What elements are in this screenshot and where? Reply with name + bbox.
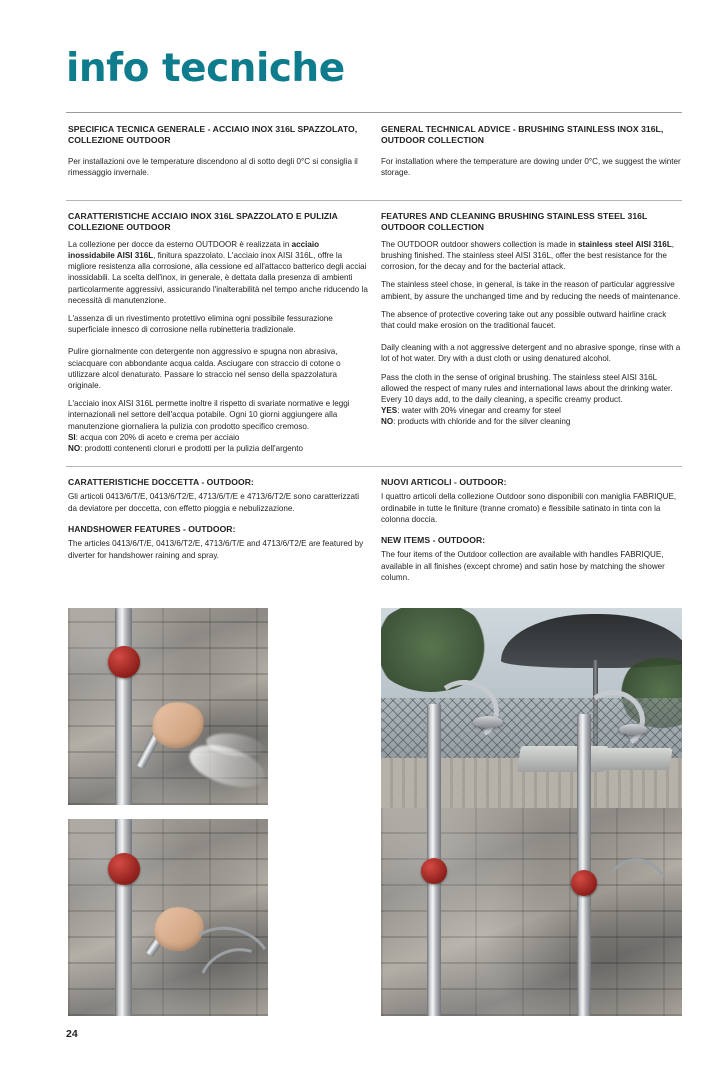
red-valve-handle-icon bbox=[108, 853, 140, 885]
section-2-left-heading: CARATTERISTICHE ACCIAIO INOX 316L SPAZZOLATO E PULIZIA COLLEZIONE OUTDOOR bbox=[68, 211, 338, 233]
s2l-yes-text: : acqua con 20% di aceto e crema per acciaio bbox=[75, 432, 240, 442]
s2l-no-text: : prodotti contenenti cloruri e prodotti per la pulizia dell'argento bbox=[80, 444, 304, 454]
section-2-right-heading: FEATURES AND CLEANING BRUSHING STAINLESS STEEL 316L OUTDOOR COLLECTION bbox=[381, 211, 648, 233]
page-title: info tecniche bbox=[66, 46, 345, 91]
section-4-right-heading: NEW ITEMS - OUTDOOR: bbox=[381, 535, 486, 545]
red-valve-handle-right-icon bbox=[571, 870, 597, 896]
s2l-p1-bold: acciaio inossidabile AISI 316L bbox=[68, 239, 320, 261]
red-valve-handle-icon bbox=[108, 646, 140, 678]
section-4-left-body: The articles 0413/6/T/E, 0413/6/T2/E, 4713/6/T/E and 4713/6/T2/E are featured by diverter for handshower raining and spray. bbox=[68, 539, 364, 560]
s2r-yes-label: YES bbox=[381, 406, 398, 416]
section-3-right bbox=[381, 477, 681, 525]
divider-section-2 bbox=[66, 200, 682, 201]
s2r-no-label: NO bbox=[381, 417, 394, 427]
section-4-right-body: The four items of the Outdoor collection are available with handles FABRIQUE, available in all finishes (except chrome) and satin hose by matching the shower column. bbox=[381, 550, 665, 582]
section-1-right bbox=[381, 124, 681, 178]
page-number: 24 bbox=[66, 1028, 78, 1040]
section-2-left-p3: Pulire giornalmente con detergente non aggressivo e spugna non abrasiva, sciacquare con abbondante acqua calda. Asciugare con straccio di cotone o utilizzare alcol denaturato. Passare lo straccio nel senso della spazzolatura originale. bbox=[68, 347, 341, 391]
section-2-left-p2: L'assenza di un rivestimento protettivo elimina ogni possibile fessurazione superficiale innesco di corrosione nella rubinetteria tradizionale. bbox=[68, 314, 333, 335]
divider-top bbox=[66, 112, 682, 113]
s2r-p1-bold: stainless steel AISI 316L bbox=[578, 239, 672, 249]
section-3-left bbox=[68, 477, 368, 514]
divider-section-3 bbox=[66, 466, 682, 467]
section-1-left bbox=[68, 124, 368, 178]
section-2-right-p3: The absence of protective covering take out any possible outward hairline crack that could make erosion on the traditional faucet. bbox=[381, 309, 667, 331]
section-2-right-p5: Pass the cloth in the sense of original brushing. The stainless steel AISI 316L allowed the respect of many rules and international laws about the drinking water. Every 10 days add, to the daily cleaning, a specific creamy product. bbox=[381, 372, 673, 405]
section-3-right-heading: NUOVI ARTICOLI - OUTDOOR: bbox=[381, 477, 507, 487]
section-2-right bbox=[381, 211, 681, 428]
section-1-left-heading: SPECIFICA TECNICA GENERALE - ACCIAIO INOX 316L SPAZZOLATO, COLLEZIONE OUTDOOR bbox=[68, 124, 358, 146]
section-1-left-body: Per installazioni ove le temperature discendono al di sotto degli 0°C si consiglia il rimessaggio invernale. bbox=[68, 156, 358, 178]
section-2-left-p4: L'acciaio inox AISI 316L permette inoltre il rispetto di svariate normative e leggi internazionali nel settore dell'acqua potabile. Ogni 10 giorni aggiungere alla manutenzione giornaliera la pulizia con prodotto specifico cremoso. bbox=[68, 399, 350, 431]
s2l-p1-a: La collezione per docce da esterno OUTDOOR è realizzata in bbox=[68, 239, 292, 249]
section-4-left-heading: HANDSHOWER FEATURES - OUTDOOR: bbox=[68, 524, 236, 534]
showerhead-right-icon bbox=[619, 724, 647, 735]
section-1-right-body: For installation where the temperature are dowing under 0°C, we suggest the winter storage. bbox=[381, 156, 681, 178]
s2r-yes-text: : water with 20% vinegar and creamy for steel bbox=[397, 406, 561, 416]
section-4-right bbox=[381, 535, 681, 583]
section-4-left bbox=[68, 524, 368, 561]
section-2-right-p4: Daily cleaning with a not aggressive detergent and no abrasive sponge, rinse with a lot of hot water. Dry with a dust cloth or using denatured alcohol. bbox=[381, 343, 681, 364]
outdoor-shower-column-terrace-photo bbox=[381, 608, 682, 1016]
shower-column-icon bbox=[115, 608, 132, 805]
section-3-right-body: I quattro articoli della collezione Outdoor sono disponibili con maniglia FABRIQUE, ordinabile in tutte le finiture (tranne cromato) e flessibile satinato in tinta con la colonna doccia. bbox=[381, 492, 677, 524]
red-valve-handle-left-icon bbox=[421, 858, 447, 884]
handshower-stone-wall-photo bbox=[68, 608, 268, 805]
section-2-left bbox=[68, 211, 368, 454]
s2l-p1-c: , finitura spazzolato. L'acciaio inox AISI 316L, offre la migliore resistenza alla corrosione, alla cessione ed all'attacco batterico degli acciai inossidabili. La scelta dell'inox, in generale, è dettata dalla presenza di ambienti particolarmente aggressivi, assicurando l'inalterabilità nel tempo anche riducendo la necessità di manutenzione. bbox=[68, 251, 368, 305]
section-2-left-p1 bbox=[68, 239, 368, 306]
s2l-yes-label: SI bbox=[68, 432, 76, 442]
section-2-left-p6 bbox=[68, 443, 368, 454]
handshower-hose-stone-wall-photo bbox=[68, 819, 268, 1016]
section-3-left-body: Gli articoli 0413/6/T/E, 0413/6/T2/E, 4713/6/T/E e 4713/6/T2/E sono caratterizzati da deviatore per doccetta, con effetto pioggia e nebulizzazione. bbox=[68, 492, 360, 513]
s2r-no-text: : products with chloride and for the silver cleaning bbox=[393, 417, 571, 427]
s2r-p1-a: The OUTDOOR outdoor showers collection is made in bbox=[381, 239, 579, 249]
section-2-right-p2: The stainless steel chose, in general, is take in the reason of particular aggressive ambient, by assure the unchanged time and by reducing the needs of maintenance. bbox=[381, 280, 681, 301]
section-2-right-p6 bbox=[381, 405, 681, 416]
lounger-2-icon bbox=[595, 748, 672, 770]
section-2-left-p5 bbox=[68, 432, 368, 443]
section-2-right-p7 bbox=[381, 416, 681, 427]
section-1-right-heading: GENERAL TECHNICAL ADVICE - BRUSHING STAINLESS INOX 316L, OUTDOOR COLLECTION bbox=[381, 124, 664, 146]
showerhead-left-icon bbox=[473, 716, 503, 728]
section-2-right-p1 bbox=[381, 239, 681, 273]
section-3-left-heading: CARATTERISTICHE DOCCETTA - OUTDOOR: bbox=[68, 477, 254, 487]
shower-column-icon bbox=[115, 819, 132, 1016]
shower-column-right-icon bbox=[577, 714, 591, 1016]
s2r-p1-c: , brushing finished. The stainless steel AISI 316L, offer the best resistance for the corrosion, for the decay and for the bacterial attack. bbox=[381, 239, 675, 272]
s2l-no-label: NO bbox=[68, 444, 81, 454]
